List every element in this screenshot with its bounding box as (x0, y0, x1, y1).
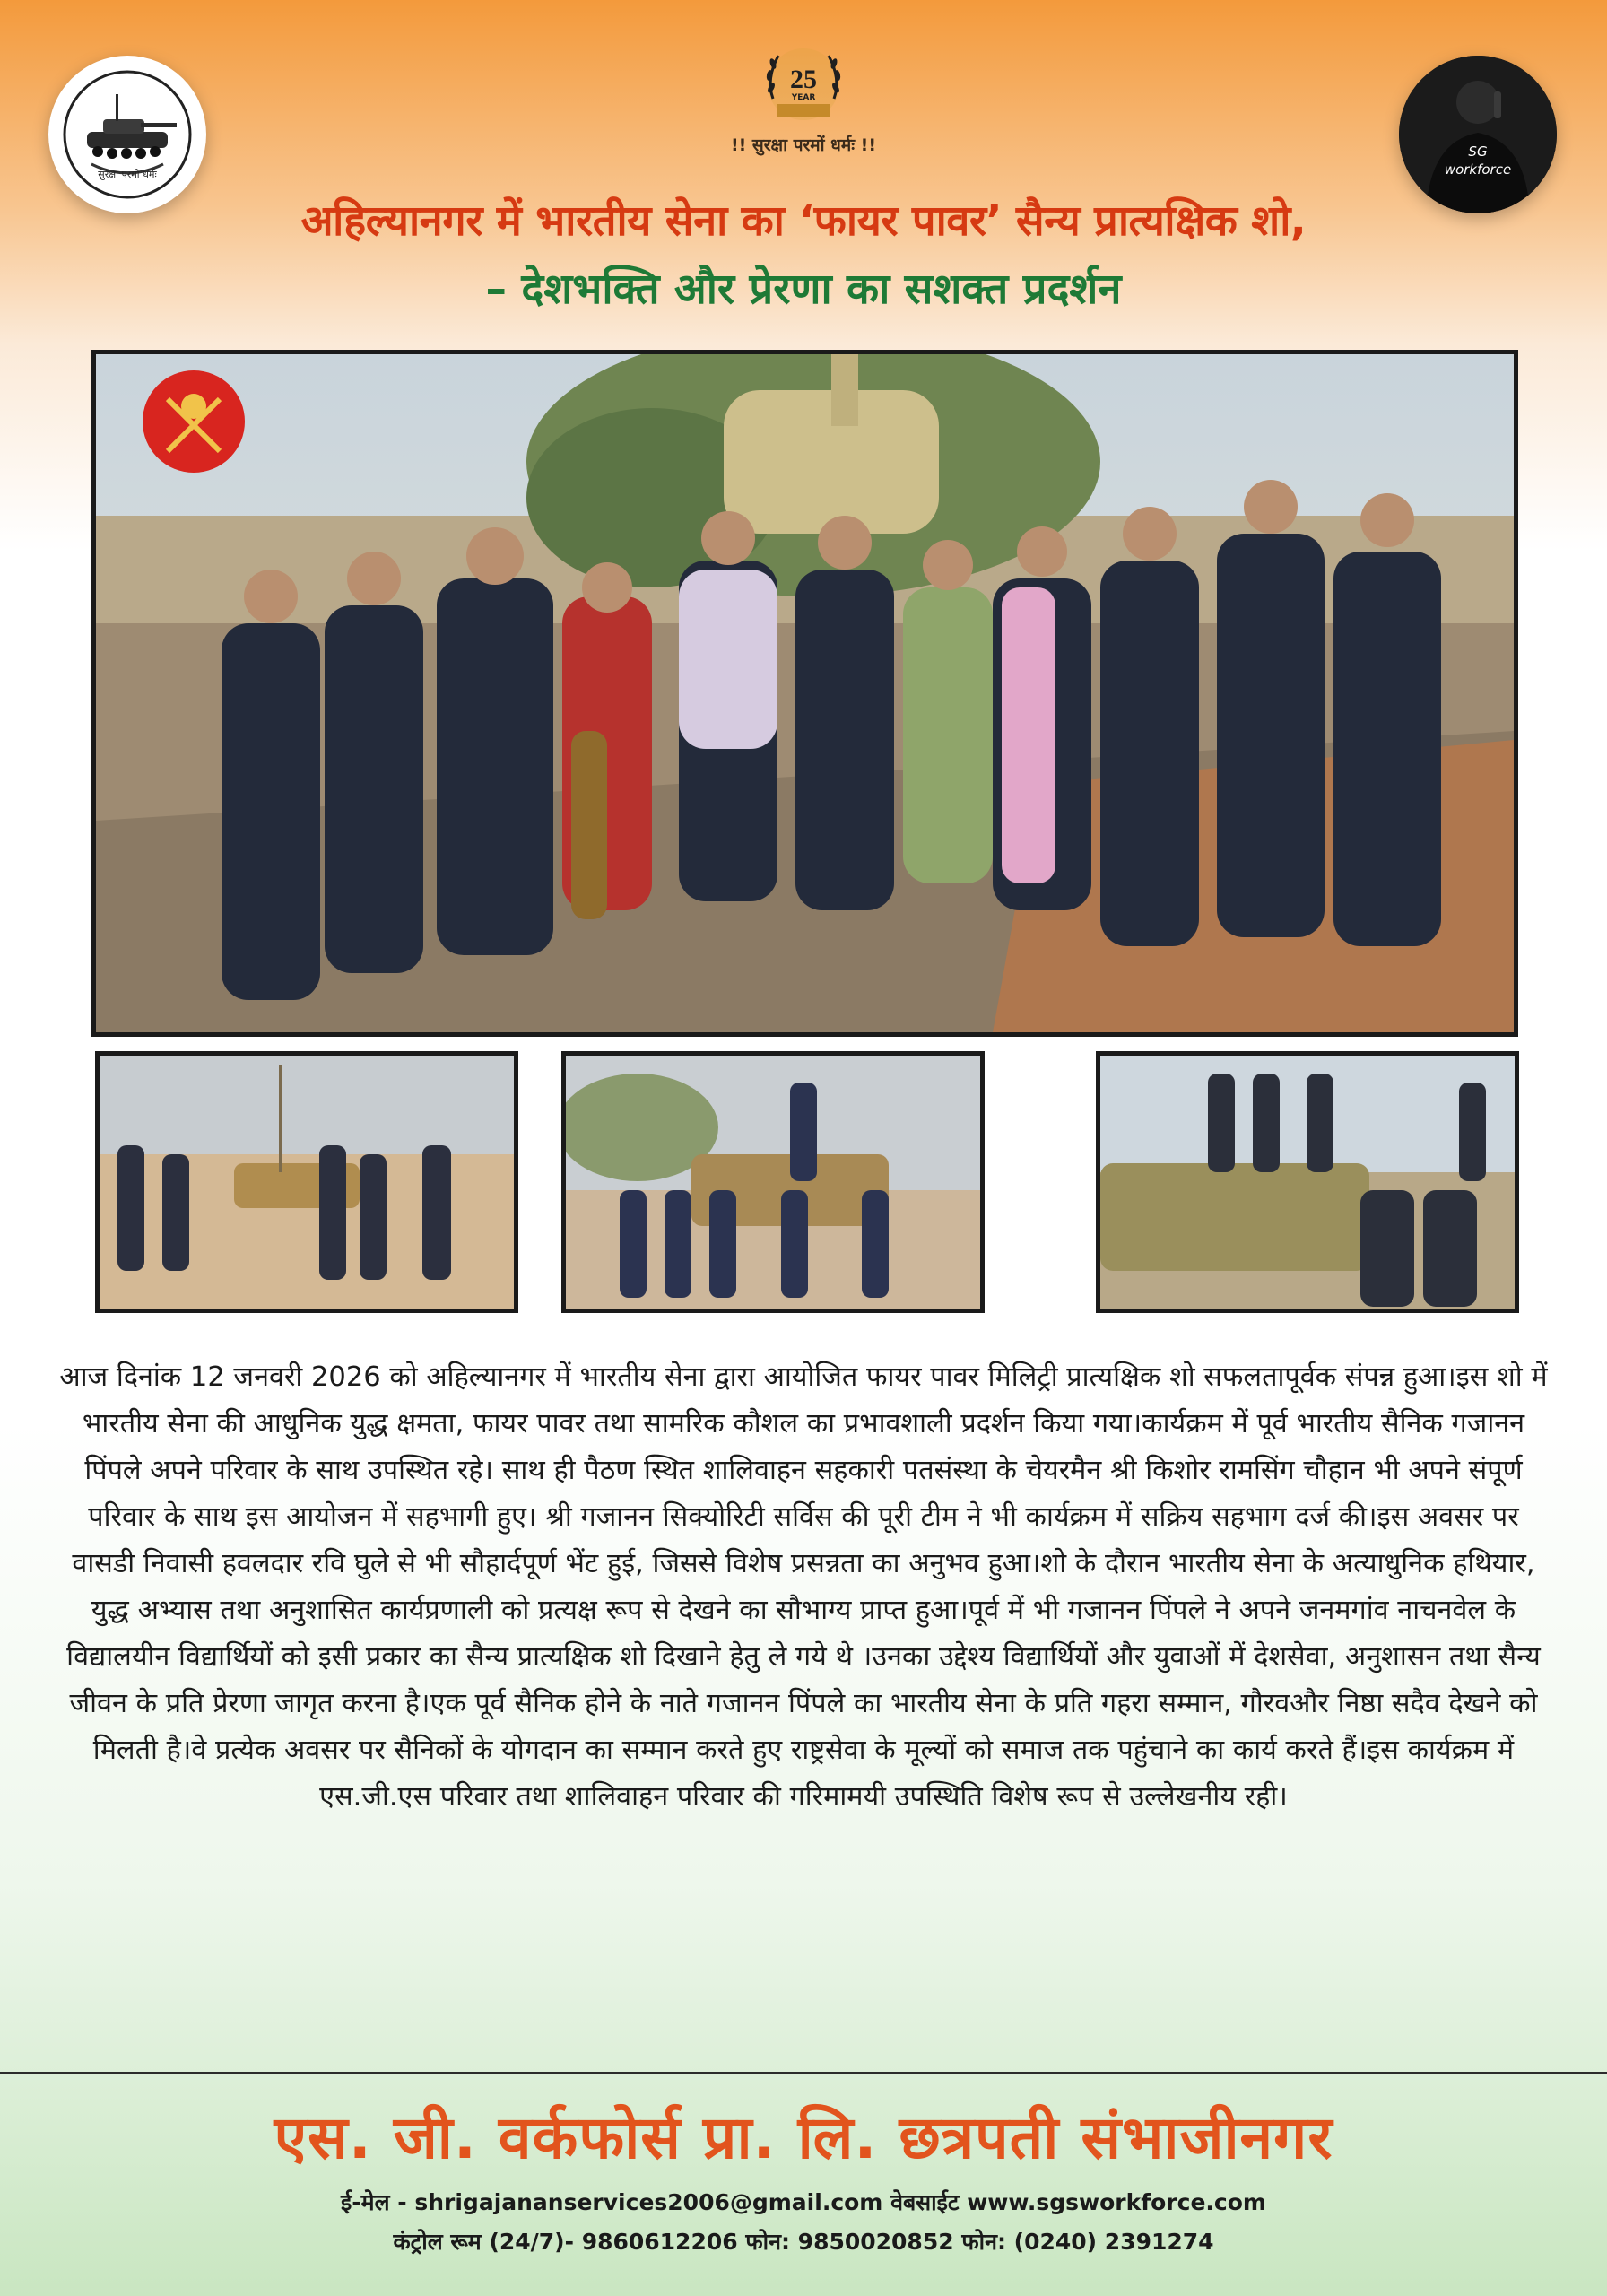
footer-divider (0, 2072, 1607, 2074)
right-logo-text-2: workforce (1444, 161, 1512, 178)
thumbnail-photo-2 (561, 1051, 985, 1313)
group-photo-illustration (96, 354, 1514, 1032)
tagline: !! सुरक्षा परमों धर्मः !! (730, 135, 876, 155)
headline-line-1: अहिल्यानगर में भारतीय सेना का ‘फायर पावर’ सैन्य प्रात्यक्षिक शो, (300, 196, 1307, 246)
thumb-posing-illustration (566, 1056, 980, 1309)
company-name: एस. जी. वर्कफोर्स प्रा. लि. छत्रपती संभाजीनगर (274, 2103, 1333, 2172)
article-body-text: आज दिनांक 12 जनवरी 2026 को अहिल्यानगर में भारतीय सेना द्वारा आयोजित फायर पावर मिलिट्री प्रात्यक्षिक शो सफलतापूर्वक संपन्न हुआ।इस शो में भारतीय सेना की आधुनिक युद्ध क्षमता, फायर पावर तथा सामरिक कौशल का प्रभावशाली प्रदर्शन किया गया।कार्यक्रम में पूर्व भारतीय सैनिक गजानन पिंपले अपने परिवार के साथ उपस्थित रहे। साथ ही पैठण स्थित शालिवाहन सहकारी पतसंस्था के चेयरमैन श्री किशोर रामसिंग चौहान भी अपने संपूर्ण परिवार के साथ इस आयोजन में सहभागी हुए। श्री गजानन सिक्योरिटी सर्विस की पूरी टीम ने भी कार्यक्रम में सक्रिय सहभाग दर्ज की।इस अवसर पर वासडी निवासी हवलदार रवि घुले से भी सौहार्दपूर्ण भेंट हुई, जिससे विशेष प्रसन्नता का अनुभव हुआ।शो के दौरान भारतीय सेना के अत्याधुनिक हथियार, युद्ध अभ्यास तथा अनुशासित कार्यप्रणाली को प्रत्यक्ष रूप से देखने का सौभाग्य प्राप्त हुआ।पूर्व में भी गजानन पिंपले ने अपने जनमगांव नाचनवेल के विद्यालयीन विद्यार्थियों को इसी प्रकार का सैन्य प्रात्यक्षिक शो दिखाने हेतु ले गये थे ।उनका उद्देश्य विद्यार्थियों और युवाओं में देशसेवा, अनुशासन तथा सैन्य जीवन के प्रति प्रेरणा जागृत करना है।एक पूर्व सैनिक होने के नाते गजानन पिंपले का भारतीय सेना के प्रति गहरा सम्मान, गौरवऔर निष्ठा सदैव देखने को मिलती है।वे प्रत्येक अवसर पर सैनिकों के योगदान का सम्मान करते हुए राष्ट्रसेवा के मूल्यों को समाज तक पहुंचाने का कार्य करते हैं।इस कार्यक्रम में एस.जी.एस परिवार तथा शालिवाहन परिवार की गरिमामयी उपस्थिति विशेष रूप से उल्लेखनीय रही। (59, 1361, 1548, 1813)
25-year-badge (753, 34, 854, 135)
thumb-on-tank-illustration (1100, 1056, 1515, 1309)
badge-number: 25 (790, 65, 817, 94)
badge-sub: YEAR (791, 93, 816, 102)
contact-email-website: ई-मेल - shrigajananservices2006@gmail.com वेबसाईट www.sgsworkforce.com (341, 2189, 1266, 2215)
thumb-walking-illustration (100, 1056, 514, 1309)
thumbnail-photo-3 (1096, 1051, 1519, 1313)
right-logo-text-1: SG (1468, 144, 1488, 160)
headline-line-2: – देशभक्ति और प्रेरणा का सशक्त प्रदर्शन (485, 265, 1122, 314)
contact-phones: कंट्रोल रूम (24/7)- 9860612206 फोन: 9850020852 फोन: (0240) 2391274 (393, 2229, 1214, 2255)
left-logo-motto: सुरक्षा परमो धर्मः (98, 169, 157, 180)
main-group-photo (91, 350, 1518, 1037)
indian-army-emblem (143, 370, 245, 473)
thumbnail-photo-1 (95, 1051, 518, 1313)
